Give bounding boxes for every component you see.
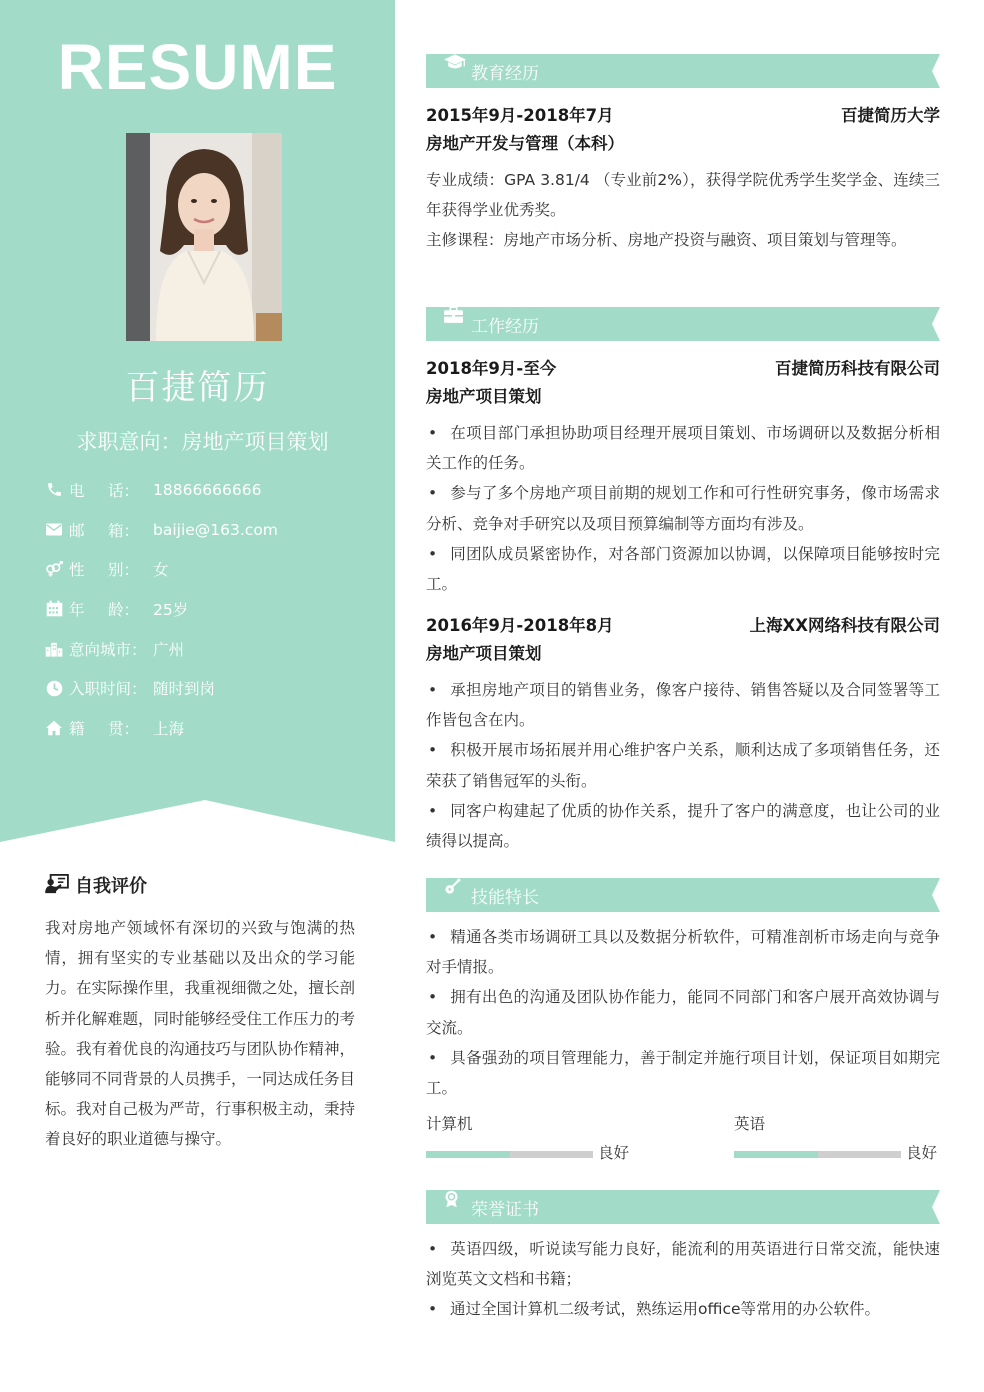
work-bullet: • 积极开展市场拓展并用心维护客户关系，顺利达成了多项销售任务，还荣获了销售冠军的头衔。 (426, 735, 940, 795)
resume-title: RESUME (57, 31, 338, 103)
phone-icon (45, 481, 63, 499)
work-bullet: • 在项目部门承担协助项目经理开展项目策划、市场调研以及数据分析相关工作的任务。 (426, 418, 940, 478)
skill-level: 良好 (598, 1144, 630, 1162)
skill-levels (426, 1110, 940, 1170)
hometown-value: 上海 (153, 719, 185, 738)
info-row-hometown (45, 708, 278, 748)
skill-bar (734, 1151, 901, 1158)
award-icon (444, 1198, 466, 1216)
gender-value: 女 (153, 561, 169, 580)
self-evaluation-title: 自我评价 (75, 876, 147, 897)
education-school: 百捷简历大学 (841, 106, 940, 125)
work-period: 2018年9月-至今 (426, 359, 557, 378)
skill-bullet: • 拥有出色的沟通及团队协作能力，能同不同部门和客户展开高效协调与交流。 (426, 982, 940, 1042)
self-evaluation-heading (45, 872, 147, 898)
info-row-start-date (45, 668, 278, 708)
skill-bar (426, 1151, 593, 1158)
info-label: 入职时间： (69, 680, 147, 699)
calendar-icon (45, 600, 63, 618)
honors-section-header (426, 1190, 940, 1224)
education-entry (426, 99, 940, 256)
phone-value: 18866666666 (153, 480, 262, 499)
skill-bar-fill (734, 1151, 818, 1158)
work-bullet: • 同团队成员紧密协作，对各部门资源加以协调，以保障项目能够按时完工。 (426, 539, 940, 599)
info-row-gender (45, 549, 278, 589)
personal-info-list (45, 470, 278, 748)
education-period: 2015年9月-2018年7月 (426, 106, 614, 125)
portrait-photo (126, 133, 282, 341)
skill-level: 良好 (906, 1144, 938, 1162)
graduation-cap-icon (444, 62, 466, 80)
work-title: 工作经历 (471, 316, 539, 337)
skill-name: 计算机 (426, 1115, 473, 1133)
work-company: 百捷简历科技有限公司 (775, 359, 940, 378)
skills-section-header (426, 878, 940, 912)
work-period: 2016年9月-2018年8月 (426, 616, 614, 635)
work-role: 房地产项目策划 (426, 387, 542, 406)
email-value: baijie@163.com (153, 520, 278, 539)
work-bullet: • 承担房地产项目的销售业务，像客户接待、销售答疑以及合同签署等工作皆包含在内。 (426, 675, 940, 735)
info-label: 电 话： (69, 481, 139, 500)
skill-name: 英语 (734, 1115, 766, 1133)
info-label: 性 别： (69, 561, 139, 580)
skill-bullet: • 具备强劲的项目管理能力，善于制定并施行项目计划，保证项目如期完工。 (426, 1043, 940, 1103)
work-company: 上海XX网络科技有限公司 (749, 616, 940, 635)
self-evaluation-text: 我对房地产领域怀有深切的兴致与饱满的热情，拥有坚实的专业基础以及出众的学习能力。在实际操作里，我重视细微之处，擅长剖析并化解难题，同时能够经受住工作压力的考验。我有着优良的沟通技巧与团队协作精神，能够同不同背景的人员携手，一同达成任务目标。我对自己极为严苛，行事积极主动，秉持着良好的职业道德与操守。 (45, 919, 356, 1149)
honor-bullet: • 英语四级，听说读写能力良好，能流利的用英语进行日常交流，能快速浏览英文文档和书籍； (426, 1234, 940, 1294)
honor-bullet: • 通过全国计算机二级考试，熟练运用office等常用的办公软件。 (426, 1294, 940, 1324)
work-bullet: • 同客户构建起了优质的协作关系，提升了客户的满意度，也让公司的业绩得以提高。 (426, 796, 940, 856)
work-bullet: • 参与了多个房地产项目前期的规划工作和可行性研究事务，像市场需求分析、竞争对手研究以及项目预算编制等方面均有涉及。 (426, 478, 940, 538)
skill-bullet: • 精通各类市场调研工具以及数据分析软件，可精准剖析市场走向与竞争对手情报。 (426, 922, 940, 982)
info-label: 年 龄： (69, 600, 139, 619)
honors-list (426, 1234, 940, 1325)
work-section-header (426, 307, 940, 341)
education-score: 专业成绩：GPA 3.81/4 （专业前2%），获得学院优秀学生奖学金、连续三年获得学业优秀奖。 (426, 171, 940, 220)
info-label: 籍 贯： (69, 719, 139, 738)
city-value: 广州 (153, 640, 185, 659)
skill-computer (426, 1110, 632, 1162)
age-value: 25岁 (153, 600, 189, 619)
home-icon (45, 719, 63, 737)
info-label: 邮 箱： (69, 521, 139, 540)
skill-bar-fill (426, 1151, 510, 1158)
education-major: 房地产开发与管理（本科） (426, 134, 624, 153)
city-icon (45, 640, 63, 658)
guitar-icon (444, 886, 466, 904)
work-entry (426, 352, 940, 599)
work-entry (426, 609, 940, 856)
honors-title: 荣誉证书 (471, 1199, 539, 1220)
info-row-city (45, 629, 278, 669)
briefcase-icon (444, 315, 466, 333)
start-date-value: 随时到岗 (153, 680, 216, 699)
clock-icon (45, 679, 63, 697)
education-title: 教育经历 (471, 63, 539, 84)
presentation-icon (45, 874, 69, 896)
info-row-phone (45, 470, 278, 510)
gender-icon (45, 560, 63, 578)
education-courses: 主修课程：房地产市场分析、房地产投资与融资、项目策划与管理等。 (426, 231, 907, 250)
skills-title: 技能特长 (471, 887, 539, 908)
mail-icon (45, 521, 63, 539)
info-row-email (45, 510, 278, 550)
info-label: 意向城市： (69, 640, 147, 659)
work-role: 房地产项目策划 (426, 644, 542, 663)
skills-list (426, 922, 940, 1103)
education-section-header (426, 54, 940, 88)
job-intent: 求职意向：房地产项目策划 (76, 430, 329, 454)
candidate-name: 百捷简历 (125, 368, 270, 408)
skill-english (734, 1110, 940, 1162)
info-row-age (45, 589, 278, 629)
